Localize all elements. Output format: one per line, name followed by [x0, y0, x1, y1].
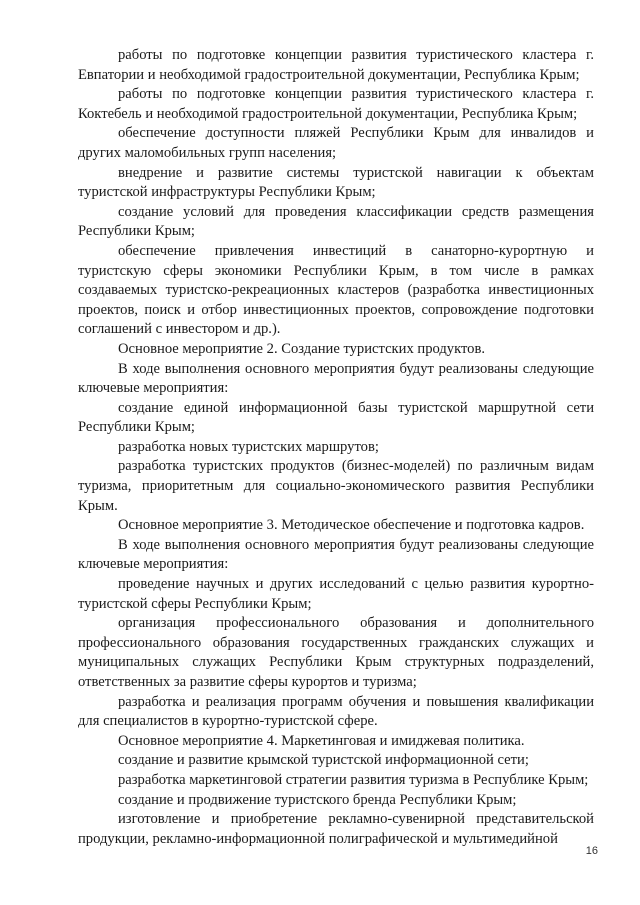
- paragraph: В ходе выполнения основного мероприятия будут реализованы следующие ключевые мероприятия:: [78, 360, 594, 397]
- paragraph: разработка туристских продуктов (бизнес-моделей) по различным видам туризма, приоритетным для социально-экономического развития Республики Крым.: [78, 458, 594, 514]
- paragraph: обеспечение привлечения инвестиций в санаторно-курортную и туристскую сферы экономики Республики Крым, в том числе в рамках создаваемых туристско-рекреационных кластеров (разработка инвестиционных проектов, поиск и отбор инвестиционных проектов, сопровождение подготовки соглашений с инвестором и др.).: [78, 242, 594, 338]
- paragraph: разработка новых туристских маршрутов;: [118, 438, 379, 455]
- section-heading: Основное мероприятие 2. Создание туристских продуктов.: [118, 340, 486, 357]
- paragraph: внедрение и развитие системы туристской навигации к объектам туристской инфраструктуры Республики Крым;: [78, 164, 594, 201]
- paragraph: изготовление и приобретение рекламно-сувенирной представительской продукции, рекламно-информационной полиграфической и мультимедийной: [78, 811, 594, 847]
- paragraph: создание единой информационной базы туристской маршрутной сети Республики Крым;: [78, 399, 594, 436]
- paragraph: разработка и реализация программ обучения и повышения квалификации для специалистов в курортно-туристской сфере.: [78, 693, 594, 730]
- document-body: [78, 46, 594, 849]
- paragraph: работы по подготовке концепции развития туристического кластера г. Коктебель и необходимой градостроительной документации, Республика Крым;: [78, 86, 594, 122]
- paragraph: обеспечение доступности пляжей Республики Крым для инвалидов и других маломобильных групп населения;: [78, 125, 594, 161]
- paragraph: проведение научных и других исследований с целью развития курортно-туристской сферы Республики Крым;: [78, 576, 594, 612]
- paragraph: создание и развитие крымской туристской информационной сети;: [118, 752, 529, 769]
- paragraph: создание и продвижение туристского бренда Республики Крым;: [118, 791, 517, 808]
- paragraph: организация профессионального образования и дополнительного профессионального образования государственных гражданских служащих и муниципальных служащих Республики Крым структурных подразделений, ответственных за развитие сферы курортов и туризма;: [78, 615, 594, 690]
- paragraph: создание условий для проведения классификации средств размещения Республики Крым;: [78, 203, 594, 240]
- section-heading: Основное мероприятие 3. Методическое обеспечение и подготовка кадров.: [118, 517, 585, 534]
- page-number: 16: [585, 845, 598, 857]
- section-heading: Основное мероприятие 4. Маркетинговая и имиджевая политика.: [118, 732, 525, 749]
- paragraph: В ходе выполнения основного мероприятия будут реализованы следующие ключевые мероприятия:: [78, 536, 594, 573]
- paragraph: разработка маркетинговой стратегии развития туризма в Республике Крым;: [118, 771, 589, 788]
- paragraph: работы по подготовке концепции развития туристического кластера г. Евпатории и необходимой градостроительной документации, Республика Крым;: [78, 47, 594, 83]
